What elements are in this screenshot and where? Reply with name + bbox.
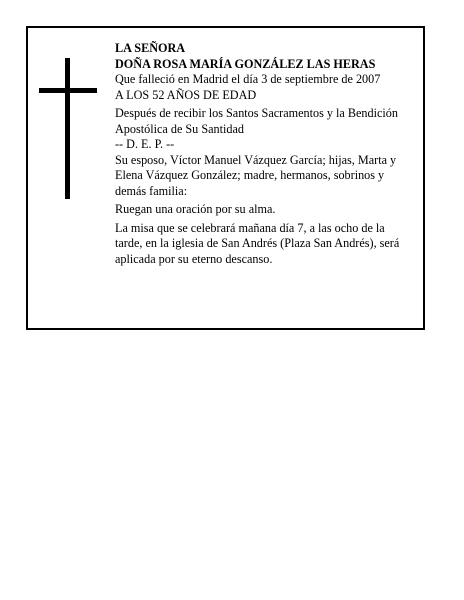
prayer-request: Ruegan una oración por su alma. (115, 202, 276, 216)
title-line: LA SEÑORA (115, 41, 186, 55)
sacraments-text: Después de recibir los Santos Sacramentos y la Bendición Apostólica de Su Santidad (115, 106, 398, 136)
family-text: Su esposo, Víctor Manuel Vázquez García; hijas, Marta y Elena Vázquez González; madre, hermanos, sobrinos y demás familia: (115, 152, 397, 198)
cross-icon (39, 58, 97, 199)
age-line: A LOS 52 AÑOS DE EDAD (115, 87, 257, 102)
death-notice: Que falleció en Madrid el día 3 de septiembre de 2007 (115, 72, 381, 86)
rip-line: -- D. E. P. -- (115, 137, 175, 151)
cross-vertical-bar (65, 58, 70, 199)
mass-notice: La misa que se celebrará mañana día 7, a las ocho de la tarde, en la iglesia de San Andrés (Plaza San Andrés), será aplicada por su eterno descanso. (115, 220, 400, 266)
obituary-text (115, 41, 415, 267)
deceased-name: DOÑA ROSA MARÍA GONZÁLEZ LAS HERAS (115, 56, 376, 71)
obituary-notice (26, 26, 425, 330)
cross-horizontal-bar (39, 88, 97, 93)
